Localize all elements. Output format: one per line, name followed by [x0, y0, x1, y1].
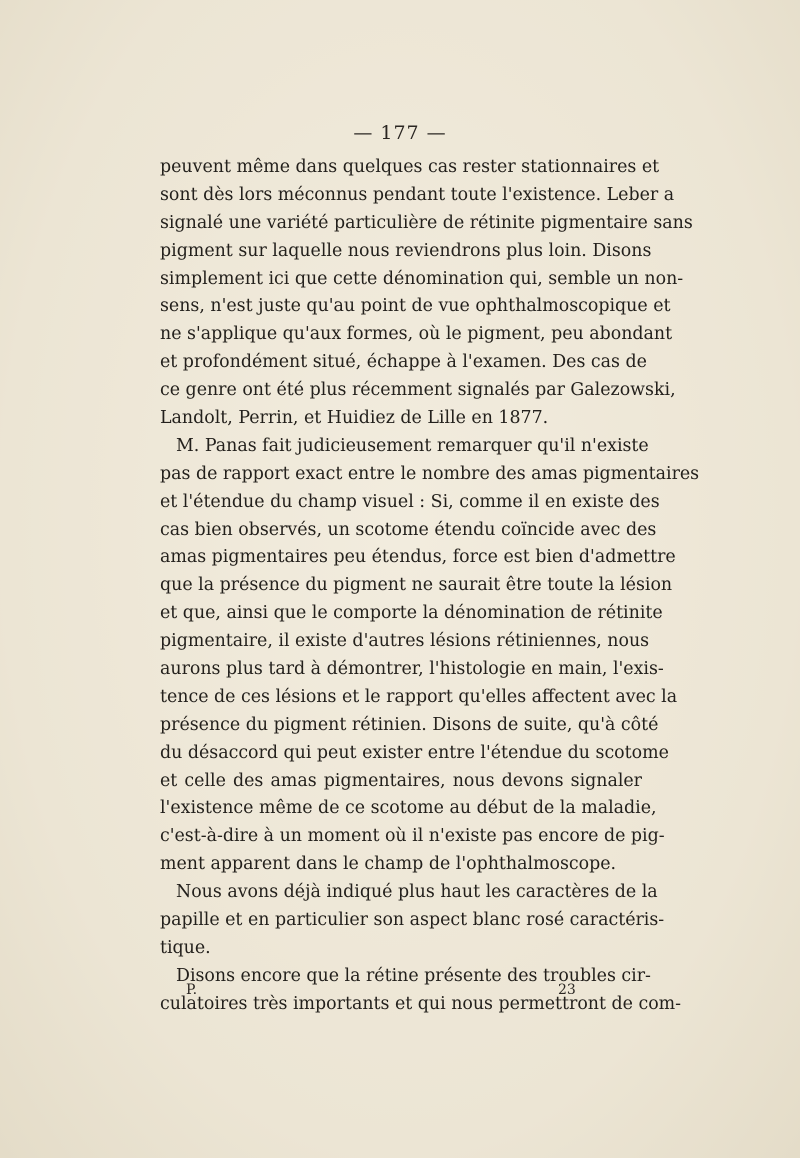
text-line: amas pigmentaires peu étendus, force est bien d'admettre	[160, 547, 676, 568]
text-line: M. Panas fait judicieusement remarquer qu'il n'existe	[176, 435, 649, 456]
text-line: pigmentaire, il existe d'autres lésions rétiniennes, nous	[160, 631, 650, 652]
page-footer	[0, 982, 800, 1004]
text-line: Landolt, Perrin, et Huidiez de Lille en 1877.	[160, 408, 549, 429]
text-line: tique.	[160, 937, 211, 958]
text-line: et celle des amas pigmentaires, nous devons signaler	[160, 770, 642, 791]
text-line: sens, n'est juste qu'au point de vue ophthalmoscopique et	[160, 296, 671, 317]
text-line: ne s'applique qu'aux formes, où le pigment, peu abondant	[160, 324, 673, 345]
text-line: ce genre ont été plus récemment signalés par Galezowski,	[160, 380, 676, 401]
text-line: que la présence du pigment ne saurait être toute la lésion	[160, 575, 673, 596]
text-line: et l'étendue du champ visuel : Si, comme il en existe des	[160, 491, 660, 512]
text-line: peuvent même dans quelques cas rester stationnaires et	[160, 157, 660, 177]
text-line: présence du pigment rétinien. Disons de suite, qu'à côté	[160, 714, 659, 735]
text-line: simplement ici que cette dénomination qui, semble un non-	[160, 268, 684, 289]
text-line: papille et en particulier son aspect blanc rosé caractéris-	[160, 910, 665, 931]
text-line: sont dès lors méconnus pendant toute l'existence. Leber a	[160, 184, 675, 205]
text-line: ment apparent dans le champ de l'ophthalmoscope.	[160, 854, 617, 875]
page-number: — 177 —	[353, 122, 447, 144]
text-line: Nous avons déjà indiqué plus haut les caractères de la	[176, 882, 658, 903]
text-line: cas bien observés, un scotome étendu coïncide avec des	[160, 519, 657, 540]
text-line: aurons plus tard à démontrer, l'histologie en main, l'exis-	[160, 659, 664, 680]
text-line: l'existence même de ce scotome au début de la maladie,	[160, 798, 657, 819]
signature-letter: P.	[186, 982, 198, 998]
text-line: pigment sur laquelle nous reviendrons plus loin. Disons	[160, 240, 652, 261]
signature-number: 23	[558, 982, 576, 998]
text-line: et profondément situé, échappe à l'examen. Des cas de	[160, 352, 647, 373]
text-line: du désaccord qui peut exister entre l'étendue du scotome	[160, 742, 669, 763]
text-line: Disons encore que la rétine présente des troubles cir-	[176, 965, 651, 986]
text-line: tence de ces lésions et le rapport qu'elles affectent avec la	[160, 686, 678, 707]
text-line: c'est-à-dire à un moment où il n'existe pas encore de pig-	[160, 826, 665, 847]
text-line: culatoires très importants et qui nous permettront de com-	[160, 993, 682, 1014]
text-line: pas de rapport exact entre le nombre des amas pigmentaires	[160, 463, 700, 484]
text-line: et que, ainsi que le comporte la dénomination de rétinite	[160, 603, 663, 624]
body-text	[160, 154, 700, 1019]
text-line: signalé une variété particulière de rétinite pigmentaire sans	[160, 212, 693, 233]
